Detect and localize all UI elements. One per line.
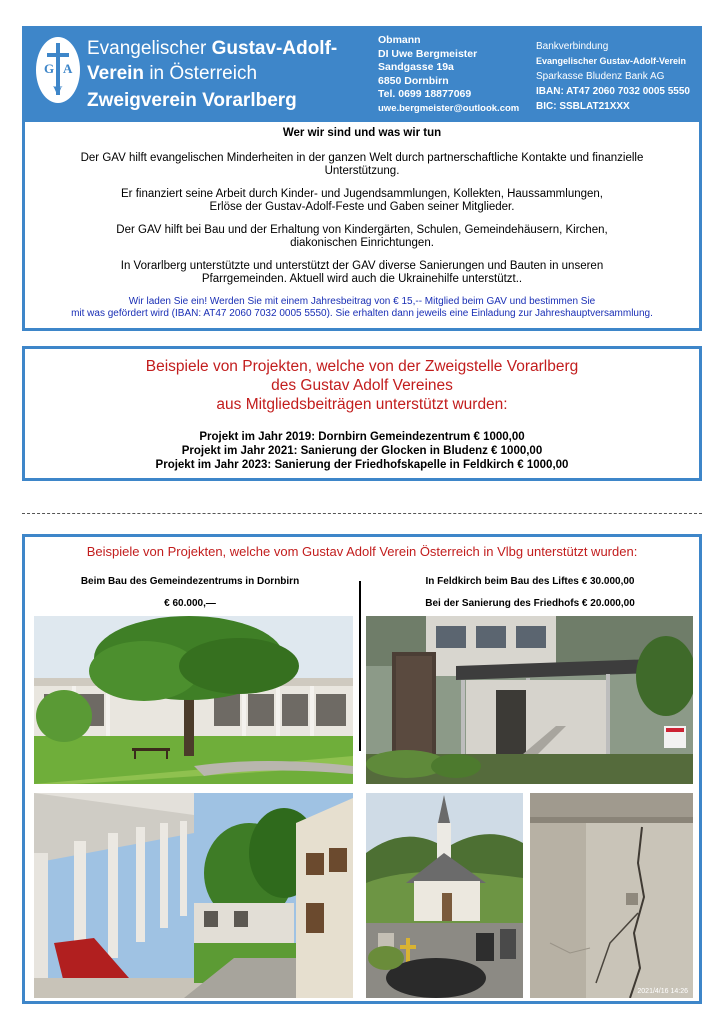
contact-name: DI Uwe Bergmeister	[378, 47, 478, 60]
intro-paragraph-4: In Vorarlberg unterstützte und unterstützt der GAV diverse Sanierungen und Bauten in unseren Pfarrgemeinden. Aktuell wird auch die Ukrainehilfe unterstützt..	[120, 260, 604, 285]
dashed-divider	[22, 513, 702, 514]
photo-timestamp: 2021/4/16 14:26	[637, 988, 688, 995]
contact-city: 6850 Dornbirn	[378, 74, 449, 87]
org-name-line3: Zweigverein Vorarlberg	[87, 90, 297, 111]
photo-feldkirch-lift	[366, 616, 693, 784]
org-name-line1: Evangelischer Gustav-Adolf-	[87, 38, 338, 59]
intro-paragraph-1: Der GAV hilft evangelischen Minderheiten in der ganzen Welt durch partnerschaftliche Kontakte und finanzielle Unterstützung.	[80, 152, 644, 177]
membership-invite-2: mit was gefördert wird (IBAN: AT47 2060 7032 0005 5550). Sie erhalten dann jeweils eine Einladung zur Jahreshauptversammlung.	[71, 308, 653, 319]
header-banner	[25, 29, 699, 122]
intro-heading: Wer wir sind und was wir tun	[282, 127, 442, 139]
right-caption-2: Bei der Sanierung des Friedhofs € 20.000,00	[425, 598, 635, 609]
national-projects-box	[22, 534, 702, 1004]
photo-cracked-wall	[530, 793, 693, 998]
local-projects-box	[22, 346, 702, 481]
local-projects-title: Beispiele von Projekten, welche von der Zweigstelle Vorarlberg des Gustav Adolf Vereines aus Mitgliedsbeiträgen unterstützt wurden:	[145, 358, 579, 413]
list-item: Projekt im Jahr 2021: Sanierung der Glocken in Bludenz € 1000,00	[181, 445, 543, 457]
photo-cemetery-chapel	[366, 793, 523, 998]
bank-bic: BIC: SSBLAT21XXX	[536, 101, 630, 112]
logo-letter-v: V	[53, 83, 63, 98]
right-caption-1: In Feldkirch beim Bau des Liftes € 30.000,00	[425, 576, 635, 587]
gav-logo	[36, 37, 80, 103]
column-divider	[359, 581, 361, 751]
list-item: Projekt im Jahr 2023: Sanierung der Friedhofskapelle in Feldkirch € 1000,00	[155, 459, 569, 471]
photo-dornbirn-colonnade	[34, 793, 353, 998]
contact-street: Sandgasse 19a	[378, 61, 454, 73]
bank-block	[536, 39, 690, 114]
contact-phone: Tel. 0699 18877069	[378, 88, 472, 100]
intro-paragraph-2: Er finanziert seine Arbeit durch Kinder- und Jugendsammlungen, Kollekten, Haussammlungen, Erlöse der Gustav-Adolf-Feste und Gaben seiner Mitglieder.	[121, 188, 603, 213]
org-name-line2: Verein in Österreich	[87, 63, 258, 84]
info-box	[22, 26, 702, 331]
contact-title: Obmann	[378, 34, 421, 46]
contact-email[interactable]: uwe.bergmeister@outlook.com	[378, 102, 520, 114]
contact-block	[378, 34, 519, 115]
intro-paragraph-3: Der GAV hilft bei Bau und der Erhaltung von Kindergärten, Schulen, Gemeindehäusern, Kirchen, diakonischen Einrichtungen.	[116, 224, 608, 249]
list-item: Projekt im Jahr 2019: Dornbirn Gemeindezentrum € 1000,00	[199, 431, 525, 443]
bank-account-holder: Evangelischer Gustav-Adolf-Verein	[536, 56, 687, 66]
left-caption-1: Beim Bau des Gemeindezentrums in Dornbirn	[80, 576, 300, 587]
logo-letter-a: A	[63, 61, 73, 76]
bank-title: Bankverbindung	[536, 41, 609, 52]
logo-letter-g: G	[44, 61, 55, 76]
bank-iban: IBAN: AT47 2060 7032 0005 5550	[536, 86, 690, 97]
intro-section	[25, 127, 699, 320]
membership-invite-1: Wir laden Sie ein! Werden Sie mit einem Jahresbeitrag von € 15,-- Mitglied beim GAV und bestimmen Sie	[128, 296, 596, 307]
local-projects-list	[25, 430, 699, 472]
left-caption-2: € 60.000,—	[164, 598, 216, 609]
bank-name: Sparkasse Bludenz Bank AG	[536, 71, 665, 82]
photo-dornbirn-courtyard	[34, 616, 353, 784]
national-projects-title: Beispiele von Projekten, welche vom Gustav Adolf Verein Österreich in Vlbg unterstützt wurden:	[86, 544, 638, 559]
